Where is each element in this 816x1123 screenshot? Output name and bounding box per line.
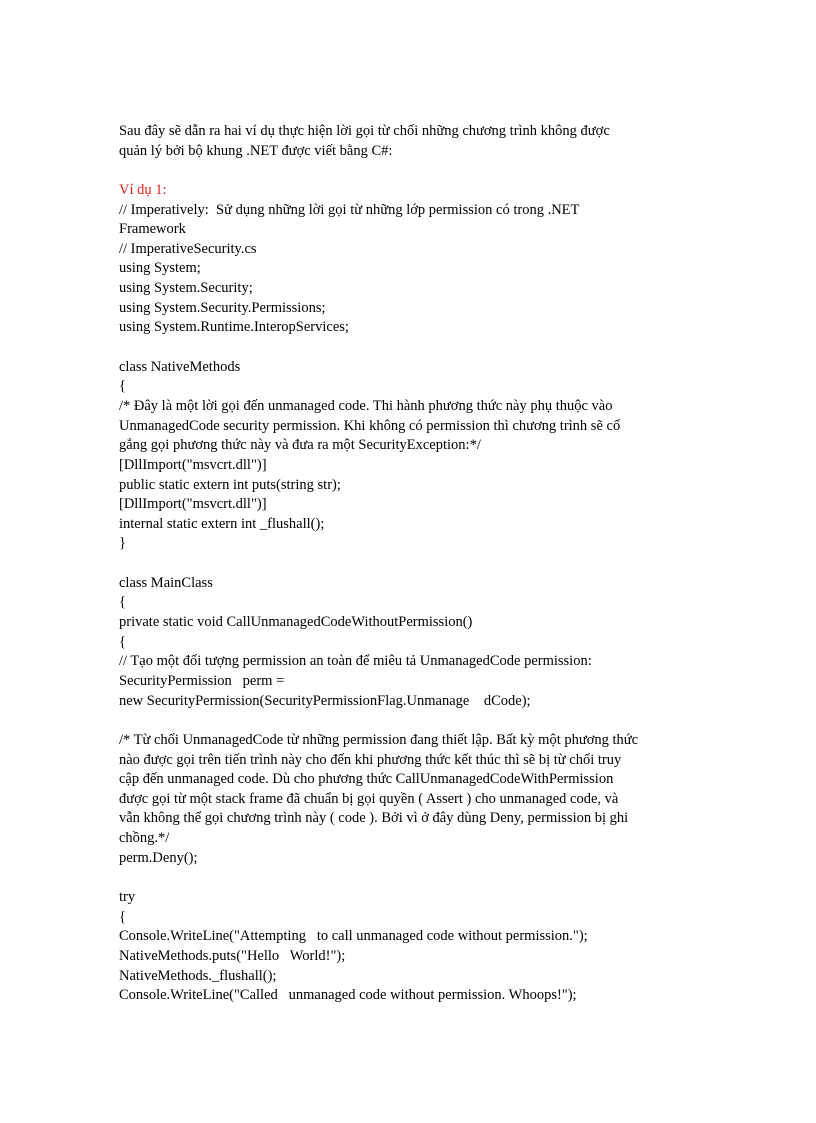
code-line: using System; (119, 260, 201, 277)
code-line: NativeMethods._flushall(); (119, 967, 277, 984)
code-line: using System.Security; (119, 280, 253, 297)
code-line: private static void CallUnmanagedCodeWithoutPermission() (119, 614, 473, 631)
code-line: vẫn không thể gọi chương trình này ( code ). Bởi vì ở đây dùng Deny, permission bị ghi (119, 810, 629, 827)
code-line: try (119, 888, 136, 905)
document-body (119, 122, 709, 1006)
text-line: quản lý bởi bộ khung .NET được viết bằng C#: (119, 142, 393, 159)
code-line: cập đến unmanaged code. Dù cho phương thức CallUnmanagedCodeWithPermission (119, 771, 614, 788)
blank-line (119, 554, 709, 574)
code-line: NativeMethods.puts("Hello World!"); (119, 947, 346, 964)
code-line: new SecurityPermission(SecurityPermissionFlag.Unmanage dCode); (119, 692, 531, 709)
code-line: gắng gọi phương thức này và đưa ra một SecurityException:*/ (119, 437, 481, 454)
code-line: { (119, 633, 126, 650)
code-line: } (119, 535, 126, 552)
code-line: { (119, 908, 126, 925)
code-line: được gọi từ một stack frame đã chuẩn bị gọi quyền ( Assert ) cho unmanaged code, và (119, 790, 619, 807)
intro-paragraph (119, 122, 709, 161)
code-line: Console.WriteLine("Attempting to call unmanaged code without permission."); (119, 928, 588, 945)
code-line: [DllImport("msvcrt.dll")] (119, 456, 267, 473)
deny-comment-block (119, 731, 709, 868)
code-header (119, 201, 709, 338)
code-line: nào được gọi trên tiến trình này cho đến khi phương thức kết thúc thì sẽ bị từ chối truy (119, 751, 622, 768)
code-line: // Imperatively: Sử dụng những lời gọi từ những lớp permission có trong .NET (119, 201, 580, 218)
blank-line (119, 868, 709, 888)
blank-line (119, 711, 709, 731)
code-line: Framework (119, 221, 186, 238)
code-line: { (119, 594, 126, 611)
code-line: [DllImport("msvcrt.dll")] (119, 496, 267, 513)
blank-line (119, 338, 709, 358)
try-block (119, 888, 709, 1006)
code-line: // Tạo một đối tượng permission an toàn để miêu tả UnmanagedCode permission: (119, 653, 592, 670)
code-line: Console.WriteLine("Called unmanaged code without permission. Whoops!"); (119, 987, 577, 1004)
code-line: /* Đây là một lời gọi đến unmanaged code. Thi hành phương thức này phụ thuộc vào (119, 397, 613, 414)
code-line: /* Từ chối UnmanagedCode từ những permission đang thiết lập. Bất kỳ một phương thức (119, 731, 639, 748)
code-line: internal static extern int _flushall(); (119, 515, 325, 532)
code-line: class MainClass (119, 574, 213, 591)
code-line: { (119, 378, 126, 395)
code-line: chồng.*/ (119, 830, 170, 847)
code-line: using System.Security.Permissions; (119, 299, 326, 316)
code-line: SecurityPermission perm = (119, 672, 285, 689)
code-line: // ImperativeSecurity.cs (119, 240, 257, 257)
native-methods-class (119, 358, 709, 554)
blank-line (119, 161, 709, 181)
code-line: UnmanagedCode security permission. Khi không có permission thì chương trình sẽ cố (119, 417, 621, 434)
code-line: public static extern int puts(string str); (119, 476, 341, 493)
code-line: using System.Runtime.InteropServices; (119, 319, 349, 336)
code-line: perm.Deny(); (119, 849, 198, 866)
example-heading: Ví dụ 1: (119, 181, 167, 198)
main-class (119, 574, 709, 711)
code-line: class NativeMethods (119, 358, 241, 375)
text-line: Sau đây sẽ dẫn ra hai ví dụ thực hiện lời gọi từ chối những chương trình không được (119, 123, 610, 139)
